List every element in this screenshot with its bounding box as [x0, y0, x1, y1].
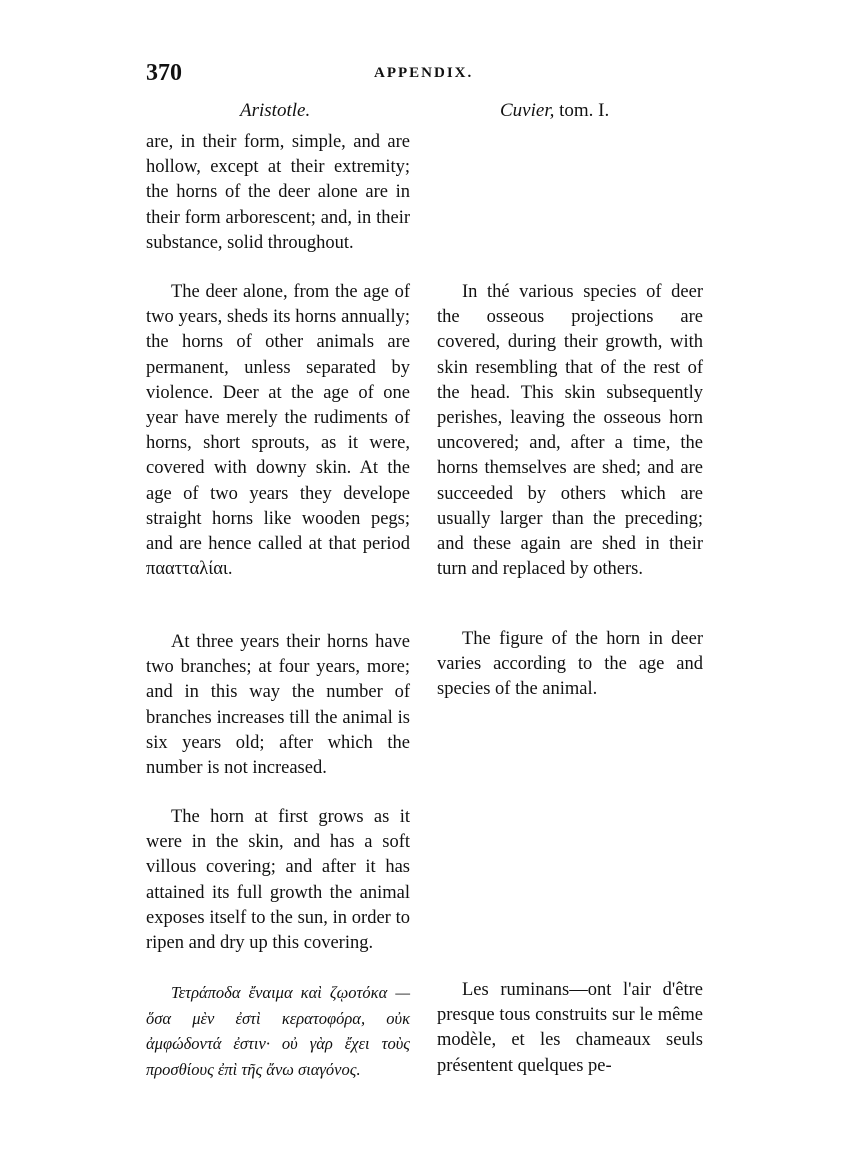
right-heading-name: Cuvier,: [500, 100, 555, 121]
left-column-heading: Aristotle.: [240, 100, 311, 121]
right-paragraph-1: In thé various species of deer the osseous projections are covered, during their growth, with skin resembling that of the rest of the head. This skin subsequently perishes, leaving the osseous horn uncovered; and, after a time, the horns themselves are shed; and are succeeded by others which are usually larger than the preceding; and these again are shed in their turn and replaced by others.: [437, 282, 703, 580]
left-paragraph-3: At three years their horns have two branches; at four years, more; and in this way the number of branches increases till the animal is six years old; after which the number is not increased.: [146, 632, 410, 779]
left-paragraph-1: are, in their form, simple, and are hollow, except at their extremity; the horns of the deer alone are in their form arborescent; and, in their substance, solid throughout.: [146, 132, 410, 253]
right-french-paragraph: Les ruminans—ont l'air d'être presque tous construits sur le même modèle, et les chameaux seuls présentent quelques pe-: [437, 980, 703, 1076]
running-title: APPENDIX.: [374, 65, 474, 81]
left-paragraph-4: The horn at first grows as it were in the skin, and has a soft villous covering; and after it has attained its full growth the animal exposes itself to the sun, in order to ripen and dry up this covering.: [146, 807, 410, 954]
left-paragraph-2: The deer alone, from the age of two years, sheds its horns annually; the horns of other animals are permanent, unless separated by violence. Deer at the age of one year have merely the rudiments of horns, short sprouts, as it were, covered with downy skin. At the age of two years they develope straight horns like wooden pegs; and are hence called at that period παατταλίαι.: [146, 282, 410, 580]
left-greek-quotation: Τετράποδα ἔναιμα καὶ ζῳοτόκα —ὅσα μὲν ἐστὶ κερατοφόρα, οὐκ ἀμφώδοντά ἐστιν· οὐ γὰρ ἔχει τοὺς προσθίους ἐπὶ τῆς ἄνω σιαγόνος.: [146, 983, 410, 1079]
right-heading-rest: tom. I.: [559, 100, 610, 121]
right-paragraph-2: The figure of the horn in deer varies according to the age and species of the animal.: [437, 629, 703, 700]
page-header: [146, 60, 704, 96]
page-number: 370: [146, 60, 182, 86]
right-column-heading: [500, 100, 609, 122]
